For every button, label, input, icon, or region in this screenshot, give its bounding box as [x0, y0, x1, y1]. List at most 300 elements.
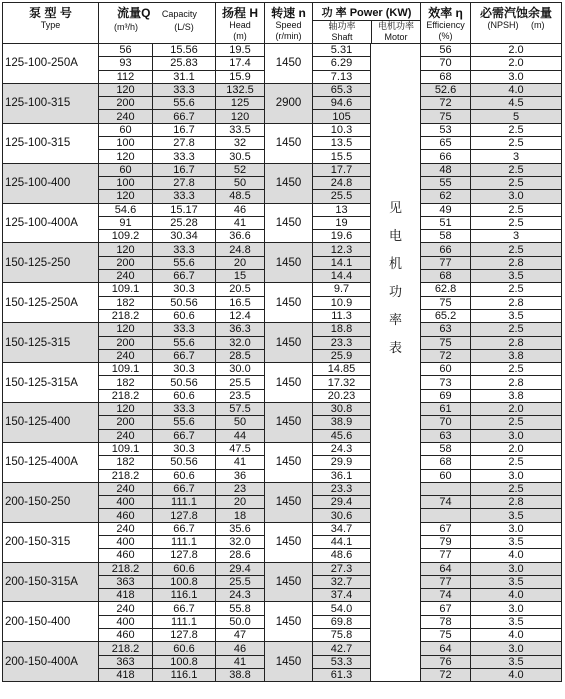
npsh-cell: 4.0 [471, 629, 562, 642]
head-cell: 52 [216, 163, 265, 176]
flow-m3h-cell: 240 [99, 270, 153, 283]
motor-note-char: 机 [389, 256, 403, 271]
pump-type-cell: 150-125-400A [3, 442, 99, 482]
npsh-cell: 2.5 [471, 456, 562, 469]
shaft-power-cell: 13.5 [313, 137, 371, 150]
flow-ls-cell: 33.3 [153, 243, 216, 256]
flow-ls-cell: 100.8 [153, 575, 216, 588]
shaft-power-cell: 14.85 [313, 363, 371, 376]
flow-ls-cell: 60.6 [153, 389, 216, 402]
header-eff-cn: 效率 η [428, 6, 463, 20]
npsh-cell: 4.0 [471, 589, 562, 602]
table-row [3, 363, 562, 376]
efficiency-cell [421, 482, 471, 495]
flow-m3h-cell: 120 [99, 403, 153, 416]
header-head-unit: (m) [233, 31, 247, 41]
efficiency-cell: 70 [421, 57, 471, 70]
flow-ls-cell: 15.17 [153, 203, 216, 216]
header-motor-cn: 电机功率 [378, 21, 415, 31]
npsh-cell: 3.0 [471, 642, 562, 655]
head-cell: 16.5 [216, 296, 265, 309]
efficiency-cell: 56 [421, 44, 471, 57]
shaft-power-cell: 61.3 [313, 668, 371, 681]
head-cell: 38.8 [216, 668, 265, 681]
flow-ls-cell: 111.1 [153, 496, 216, 509]
header-npsh [471, 3, 562, 44]
flow-m3h-cell: 218.2 [99, 309, 153, 322]
speed-cell: 1450 [265, 642, 313, 682]
head-cell: 12.4 [216, 309, 265, 322]
efficiency-cell: 74 [421, 589, 471, 602]
npsh-cell: 2.0 [471, 44, 562, 57]
head-cell: 125 [216, 97, 265, 110]
pump-type-cell: 200-150-315 [3, 522, 99, 562]
head-cell: 50.0 [216, 615, 265, 628]
pump-type-cell: 125-100-315 [3, 123, 99, 163]
shaft-power-cell: 17.32 [313, 376, 371, 389]
shaft-power-cell: 105 [313, 110, 371, 123]
flow-ls-cell: 66.7 [153, 270, 216, 283]
flow-ls-cell: 55.6 [153, 97, 216, 110]
flow-ls-cell: 30.34 [153, 230, 216, 243]
shaft-power-cell: 38.9 [313, 416, 371, 429]
header-power [313, 3, 421, 44]
flow-ls-cell: 66.7 [153, 429, 216, 442]
npsh-cell: 3.8 [471, 349, 562, 362]
header-power-sub [313, 20, 420, 43]
npsh-cell: 5 [471, 110, 562, 123]
head-cell: 47.5 [216, 442, 265, 455]
efficiency-cell: 62 [421, 190, 471, 203]
motor-note-char: 见 [389, 200, 403, 215]
efficiency-cell: 65 [421, 137, 471, 150]
flow-ls-cell: 33.3 [153, 323, 216, 336]
shaft-power-cell: 54.0 [313, 602, 371, 615]
flow-ls-cell: 100.8 [153, 655, 216, 668]
efficiency-cell: 75 [421, 296, 471, 309]
efficiency-cell: 52.6 [421, 83, 471, 96]
npsh-cell: 3.5 [471, 535, 562, 548]
header-flow-units [99, 21, 215, 33]
flow-ls-cell: 55.6 [153, 256, 216, 269]
header-npsh-en: (NPSH) [487, 20, 519, 30]
header-type-cn: 泵 型 号 [29, 6, 72, 20]
flow-m3h-cell: 54.6 [99, 203, 153, 216]
flow-ls-cell: 15.56 [153, 44, 216, 57]
npsh-cell: 2.0 [471, 57, 562, 70]
npsh-cell: 2.5 [471, 137, 562, 150]
flow-m3h-cell: 120 [99, 150, 153, 163]
shaft-power-cell: 10.3 [313, 123, 371, 136]
efficiency-cell: 77 [421, 549, 471, 562]
head-cell: 50 [216, 176, 265, 189]
header-flow-unit-ls: (L/S) [174, 22, 194, 32]
table-row [3, 482, 562, 495]
efficiency-cell: 66 [421, 243, 471, 256]
speed-cell: 1450 [265, 203, 313, 243]
shaft-power-cell: 65.3 [313, 83, 371, 96]
npsh-cell: 3.0 [471, 190, 562, 203]
npsh-cell: 3.0 [471, 429, 562, 442]
efficiency-cell: 76 [421, 655, 471, 668]
header-head [216, 3, 265, 44]
header-shaft [313, 21, 372, 43]
npsh-cell: 2.8 [471, 296, 562, 309]
head-cell: 33.5 [216, 123, 265, 136]
flow-m3h-cell: 200 [99, 256, 153, 269]
flow-ls-cell: 33.3 [153, 150, 216, 163]
speed-cell: 1450 [265, 442, 313, 482]
npsh-cell: 3.5 [471, 270, 562, 283]
header-type [3, 3, 99, 44]
npsh-cell: 2.5 [471, 363, 562, 376]
head-cell: 36.6 [216, 230, 265, 243]
efficiency-cell: 72 [421, 668, 471, 681]
efficiency-cell: 63 [421, 323, 471, 336]
npsh-cell: 3.0 [471, 602, 562, 615]
pump-type-cell: 150-125-250A [3, 283, 99, 323]
pump-type-cell: 125-100-400A [3, 203, 99, 243]
efficiency-cell: 61 [421, 403, 471, 416]
flow-m3h-cell: 60 [99, 123, 153, 136]
head-cell: 36.3 [216, 323, 265, 336]
shaft-power-cell: 17.7 [313, 163, 371, 176]
table-row [3, 163, 562, 176]
flow-m3h-cell: 109.1 [99, 442, 153, 455]
motor-note-char: 功 [389, 284, 403, 299]
flow-m3h-cell: 100 [99, 176, 153, 189]
header-eff-en: Efficiency [426, 20, 465, 30]
pump-performance-table [2, 2, 562, 682]
flow-ls-cell: 116.1 [153, 589, 216, 602]
efficiency-cell: 64 [421, 642, 471, 655]
efficiency-cell: 75 [421, 110, 471, 123]
shaft-power-cell: 24.3 [313, 442, 371, 455]
shaft-power-cell: 10.9 [313, 296, 371, 309]
shaft-power-cell: 30.6 [313, 509, 371, 522]
pump-type-cell: 200-150-400A [3, 642, 99, 682]
header-head-en: Head [229, 20, 251, 30]
shaft-power-cell: 13 [313, 203, 371, 216]
pump-type-cell: 150-125-250 [3, 243, 99, 283]
pump-type-cell: 150-125-315A [3, 363, 99, 403]
flow-ls-cell: 50.56 [153, 456, 216, 469]
flow-ls-cell: 60.6 [153, 642, 216, 655]
flow-ls-cell: 16.7 [153, 123, 216, 136]
flow-m3h-cell: 240 [99, 482, 153, 495]
efficiency-cell: 67 [421, 602, 471, 615]
flow-m3h-cell: 460 [99, 549, 153, 562]
efficiency-cell: 68 [421, 70, 471, 83]
speed-cell: 1450 [265, 403, 313, 443]
table-row [3, 403, 562, 416]
head-cell: 50 [216, 416, 265, 429]
flow-ls-cell: 60.6 [153, 309, 216, 322]
flow-m3h-cell: 240 [99, 110, 153, 123]
flow-ls-cell: 27.8 [153, 176, 216, 189]
head-cell: 46 [216, 203, 265, 216]
efficiency-cell: 72 [421, 349, 471, 362]
header-flow-en: Capacity [161, 9, 197, 19]
flow-ls-cell: 116.1 [153, 668, 216, 681]
shaft-power-cell: 29.9 [313, 456, 371, 469]
shaft-power-cell: 20.23 [313, 389, 371, 402]
pump-type-cell: 125-100-250A [3, 44, 99, 84]
flow-ls-cell: 66.7 [153, 602, 216, 615]
flow-ls-cell: 50.56 [153, 376, 216, 389]
flow-ls-cell: 33.3 [153, 190, 216, 203]
header-speed [265, 3, 313, 44]
shaft-power-cell: 23.3 [313, 336, 371, 349]
table-row [3, 602, 562, 615]
table-row [3, 283, 562, 296]
head-cell: 55.8 [216, 602, 265, 615]
pump-type-cell: 200-150-315A [3, 562, 99, 602]
flow-m3h-cell: 109.1 [99, 363, 153, 376]
header-npsh-unit: (m) [531, 20, 545, 30]
flow-m3h-cell: 182 [99, 376, 153, 389]
flow-m3h-cell: 120 [99, 243, 153, 256]
shaft-power-cell: 53.3 [313, 655, 371, 668]
head-cell: 30.5 [216, 150, 265, 163]
flow-ls-cell: 25.28 [153, 216, 216, 229]
header-flow-unit-m3h: (m³/h) [114, 22, 138, 32]
table-row [3, 203, 562, 216]
shaft-power-cell: 15.5 [313, 150, 371, 163]
table-row [3, 642, 562, 655]
shaft-power-cell: 9.7 [313, 283, 371, 296]
efficiency-cell: 60 [421, 363, 471, 376]
npsh-cell: 3.0 [471, 469, 562, 482]
pump-performance-table-sheet [2, 2, 561, 696]
speed-cell: 1450 [265, 323, 313, 363]
head-cell: 20 [216, 496, 265, 509]
head-cell: 35.6 [216, 522, 265, 535]
flow-m3h-cell: 120 [99, 323, 153, 336]
flow-ls-cell: 127.8 [153, 509, 216, 522]
head-cell: 32 [216, 137, 265, 150]
header-motor-en: Motor [384, 32, 408, 42]
flow-m3h-cell: 363 [99, 575, 153, 588]
efficiency-cell: 53 [421, 123, 471, 136]
flow-m3h-cell: 218.2 [99, 389, 153, 402]
table-row [3, 123, 562, 136]
efficiency-cell: 74 [421, 496, 471, 509]
npsh-cell: 2.8 [471, 496, 562, 509]
flow-ls-cell: 31.1 [153, 70, 216, 83]
shaft-power-cell: 37.4 [313, 589, 371, 602]
head-cell: 57.5 [216, 403, 265, 416]
head-cell: 41 [216, 216, 265, 229]
flow-m3h-cell: 240 [99, 602, 153, 615]
shaft-power-cell: 25.5 [313, 190, 371, 203]
shaft-power-cell: 42.7 [313, 642, 371, 655]
head-cell: 20 [216, 256, 265, 269]
npsh-cell: 3.0 [471, 522, 562, 535]
flow-ls-cell: 25.83 [153, 57, 216, 70]
shaft-power-cell: 45.6 [313, 429, 371, 442]
shaft-power-cell: 75.8 [313, 629, 371, 642]
head-cell: 132.5 [216, 83, 265, 96]
flow-m3h-cell: 400 [99, 535, 153, 548]
flow-ls-cell: 111.1 [153, 615, 216, 628]
speed-cell: 1450 [265, 522, 313, 562]
flow-ls-cell: 30.3 [153, 442, 216, 455]
npsh-cell: 2.5 [471, 123, 562, 136]
efficiency-cell: 63 [421, 429, 471, 442]
flow-m3h-cell: 218.2 [99, 562, 153, 575]
efficiency-cell: 78 [421, 615, 471, 628]
shaft-power-cell: 27.3 [313, 562, 371, 575]
header-power-title: 功 率 Power (KW) [321, 7, 412, 19]
head-cell: 32.0 [216, 336, 265, 349]
flow-ls-cell: 66.7 [153, 110, 216, 123]
flow-m3h-cell: 182 [99, 456, 153, 469]
flow-m3h-cell: 418 [99, 668, 153, 681]
flow-m3h-cell: 240 [99, 429, 153, 442]
head-cell: 29.4 [216, 562, 265, 575]
motor-power-note-cell [371, 44, 421, 682]
npsh-cell: 2.0 [471, 442, 562, 455]
flow-m3h-cell: 93 [99, 57, 153, 70]
flow-ls-cell: 127.8 [153, 629, 216, 642]
header-type-en: Type [40, 20, 61, 30]
flow-m3h-cell: 460 [99, 509, 153, 522]
efficiency-cell: 65.2 [421, 309, 471, 322]
shaft-power-cell: 25.9 [313, 349, 371, 362]
efficiency-cell: 62.8 [421, 283, 471, 296]
flow-ls-cell: 27.8 [153, 137, 216, 150]
speed-cell: 1450 [265, 562, 313, 602]
efficiency-cell: 66 [421, 150, 471, 163]
flow-m3h-cell: 400 [99, 496, 153, 509]
header-flow-cn: 流量Q [117, 6, 151, 20]
header-flow-title [99, 3, 215, 21]
npsh-cell: 3.0 [471, 562, 562, 575]
flow-m3h-cell: 120 [99, 190, 153, 203]
head-cell: 28.5 [216, 349, 265, 362]
shaft-power-cell: 6.29 [313, 57, 371, 70]
shaft-power-cell: 23.3 [313, 482, 371, 495]
npsh-cell: 2.8 [471, 256, 562, 269]
npsh-cell: 2.5 [471, 176, 562, 189]
head-cell: 15 [216, 270, 265, 283]
flow-ls-cell: 60.6 [153, 562, 216, 575]
flow-m3h-cell: 182 [99, 296, 153, 309]
shaft-power-cell: 44.1 [313, 535, 371, 548]
table-body [3, 44, 562, 682]
header-speed-unit: (r/min) [275, 31, 302, 41]
head-cell: 15.9 [216, 70, 265, 83]
efficiency-cell: 51 [421, 216, 471, 229]
efficiency-cell: 72 [421, 97, 471, 110]
head-cell: 18 [216, 509, 265, 522]
npsh-cell: 2.0 [471, 403, 562, 416]
efficiency-cell: 77 [421, 575, 471, 588]
shaft-power-cell: 34.7 [313, 522, 371, 535]
header-npsh-line [471, 20, 561, 31]
head-cell: 36 [216, 469, 265, 482]
table-row [3, 442, 562, 455]
shaft-power-cell: 69.8 [313, 615, 371, 628]
flow-m3h-cell: 460 [99, 629, 153, 642]
motor-note-char: 电 [389, 228, 403, 243]
flow-ls-cell: 16.7 [153, 163, 216, 176]
flow-m3h-cell: 363 [99, 655, 153, 668]
head-cell: 46 [216, 642, 265, 655]
npsh-cell: 3 [471, 230, 562, 243]
flow-m3h-cell: 200 [99, 336, 153, 349]
shaft-power-cell: 11.3 [313, 309, 371, 322]
npsh-cell: 3.5 [471, 309, 562, 322]
shaft-power-cell: 29.4 [313, 496, 371, 509]
header-speed-en: Speed [275, 20, 302, 30]
flow-m3h-cell: 56 [99, 44, 153, 57]
head-cell: 24.8 [216, 243, 265, 256]
shaft-power-cell: 24.8 [313, 176, 371, 189]
npsh-cell: 2.5 [471, 482, 562, 495]
flow-ls-cell: 55.6 [153, 416, 216, 429]
motor-note-char: 率 [389, 312, 403, 327]
speed-cell: 1450 [265, 44, 313, 84]
speed-cell: 1450 [265, 482, 313, 522]
header-shaft-cn: 轴功率 [328, 21, 356, 31]
head-cell: 23.5 [216, 389, 265, 402]
shaft-power-cell: 18.8 [313, 323, 371, 336]
header-shaft-en: Shaft [331, 32, 353, 42]
flow-ls-cell: 127.8 [153, 549, 216, 562]
flow-m3h-cell: 200 [99, 97, 153, 110]
efficiency-cell: 68 [421, 456, 471, 469]
efficiency-cell: 75 [421, 629, 471, 642]
efficiency-cell: 67 [421, 522, 471, 535]
flow-m3h-cell: 109.2 [99, 230, 153, 243]
npsh-cell: 2.8 [471, 336, 562, 349]
head-cell: 41 [216, 456, 265, 469]
table-row [3, 522, 562, 535]
head-cell: 41 [216, 655, 265, 668]
head-cell: 23 [216, 482, 265, 495]
shaft-power-cell: 14.4 [313, 270, 371, 283]
efficiency-cell: 64 [421, 562, 471, 575]
shaft-power-cell: 36.1 [313, 469, 371, 482]
npsh-cell: 3.5 [471, 655, 562, 668]
npsh-cell: 2.5 [471, 203, 562, 216]
flow-ls-cell: 30.3 [153, 283, 216, 296]
speed-cell: 1450 [265, 123, 313, 163]
header-motor [372, 21, 420, 43]
flow-m3h-cell: 218.2 [99, 469, 153, 482]
head-cell: 17.4 [216, 57, 265, 70]
flow-m3h-cell: 91 [99, 216, 153, 229]
head-cell: 28.6 [216, 549, 265, 562]
npsh-cell: 2.5 [471, 243, 562, 256]
table-row [3, 44, 562, 57]
shaft-power-cell: 12.3 [313, 243, 371, 256]
header-head-cn: 扬程 H [222, 6, 259, 20]
head-cell: 32.0 [216, 535, 265, 548]
efficiency-cell: 58 [421, 230, 471, 243]
efficiency-cell: 70 [421, 416, 471, 429]
efficiency-cell: 49 [421, 203, 471, 216]
npsh-cell: 2.5 [471, 283, 562, 296]
motor-note-char: 表 [389, 340, 403, 355]
npsh-cell: 4.0 [471, 549, 562, 562]
efficiency-cell: 75 [421, 336, 471, 349]
table-row [3, 83, 562, 96]
head-cell: 19.5 [216, 44, 265, 57]
npsh-cell: 2.8 [471, 376, 562, 389]
